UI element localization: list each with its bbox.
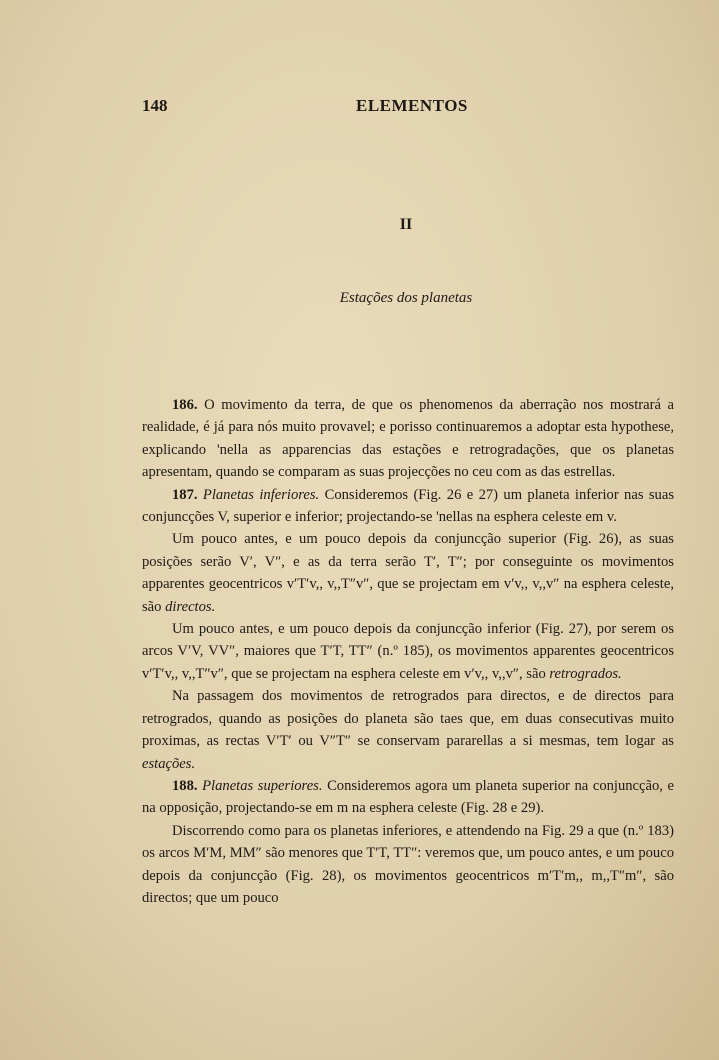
paragraph-superior-conjunction xyxy=(142,528,674,618)
paragraph-heading: Planetas superiores. xyxy=(197,777,323,794)
paragraph-number: 188. xyxy=(172,777,198,794)
paragraph-text: O movimento da terra, de que os phenomenos da aberração nos mostrará a realidade, é já para nós muito provavel; e porisso continuaremos a adoptar esta hypothese, explicando 'nella as apparencias das estações e retrogradações, que os planetas apresentam, quando se comparam as suas projecções no ceu com as das estrellas. xyxy=(142,397,674,481)
emphasis-term: retrogrados. xyxy=(549,665,622,682)
paragraph-text: Consideremos (Fig. 26 e 27) um planeta inferior nas suas conjuncções V, superior e inferior; projectando-se 'nellas na esphera celeste em v. xyxy=(142,486,674,526)
paragraph-inferior-conjunction xyxy=(142,618,674,685)
body-text xyxy=(142,394,674,909)
paragraph-188 xyxy=(142,775,674,820)
section-number: II xyxy=(399,216,413,233)
paragraph-heading: Planetas inferiores. xyxy=(197,486,320,503)
paragraph-187 xyxy=(142,484,674,529)
paragraph-text: Um pouco antes, e um pouco depois da conjuncção superior (Fig. 26), as suas posições serão V′, V″, e as da terra serão T′, T″; por conseguinte os movimentos apparentes geocentricos v′T′v,, v,,T″v″, que se projectam em v′v,, v,,v″ na esphera celeste, são xyxy=(142,531,674,615)
paragraph-stations xyxy=(142,685,674,775)
emphasis-term: directos. xyxy=(165,598,216,615)
page-number: 148 xyxy=(142,96,168,115)
paragraph-text: Consideremos agora um planeta superior na conjuncção, e na opposição, projectando-se em m na esphera celeste (Fig. 28 e 29). xyxy=(142,777,674,817)
emphasis-term: estações. xyxy=(142,755,196,772)
paragraph-text: Um pouco antes, e um pouco depois da conjuncção inferior (Fig. 27), por serem os arcos V′V, VV″, maiores que T′T, TT″ (n.º 185), os movimentos apparentes geocentricos v′T′v,, v,,T″v″, que se projectam na esphera celeste em v′v,, v,,v″, são xyxy=(142,621,674,682)
paragraph-186 xyxy=(142,394,674,484)
running-head xyxy=(142,96,662,120)
paragraph-text: Na passagem dos movimentos de retrogrados para directos, e de directos para retrogrados, quando as posições do planeta são taes que, em duas consecutivas muito proximas, as rectas V′T′ ou V″T″ se conservam pararellas a si mesmas, tem logar as xyxy=(142,688,674,750)
running-title: ELEMENTOS xyxy=(356,96,468,115)
paragraph-text: Discorrendo como para os planetas inferiores, e attendendo na Fig. 29 a que (n.º 183) os arcos M′M, MM″ são menores que T′T, TT″: veremos que, um pouco antes, e um pouco depois da conjuncção (Fig. 28), os movimentos geocentricos m′T′m,, m,,T″m″, são directos; que um pouco xyxy=(142,822,674,906)
paragraph-number: 187. xyxy=(172,486,198,503)
section-title: Estações dos planetas xyxy=(339,290,473,306)
paragraph-superior-planets-discussion xyxy=(142,820,674,910)
paragraph-number: 186. xyxy=(172,397,198,413)
